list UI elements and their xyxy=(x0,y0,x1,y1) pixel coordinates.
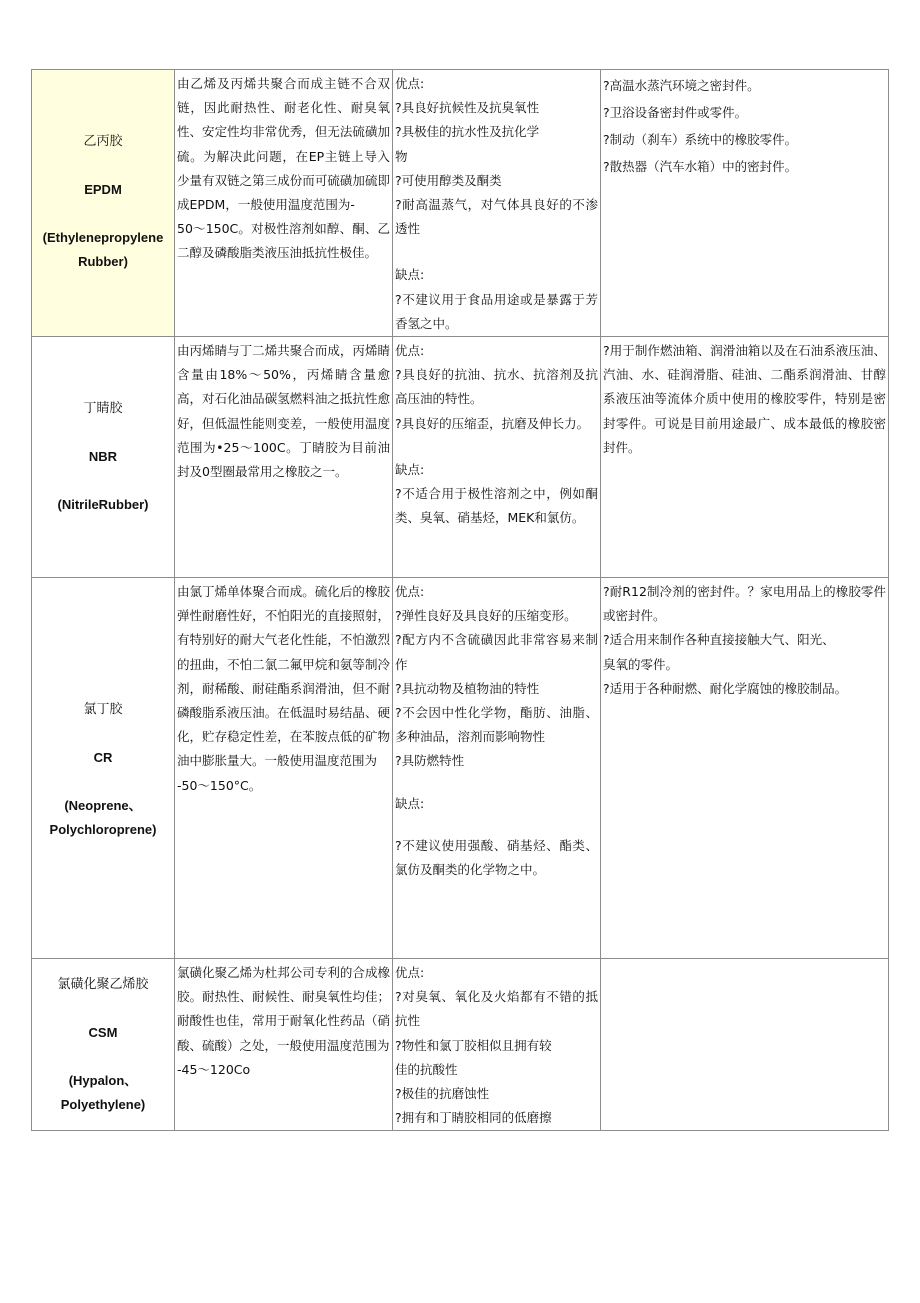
rubber-name-abbr: CSM xyxy=(88,1025,118,1041)
description-cell xyxy=(175,578,393,959)
disadvantage-item: ?不建议使用强酸、硝基烃、酯类、氯仿及酮类的化学物之中。 xyxy=(395,837,598,878)
disadvantage-item: ?不建议用于食品用途或是暴露于芳香氢之中。 xyxy=(395,291,598,331)
description-text: 由乙烯及丙烯共聚合而成主链不合双链，因此耐热性、耐老化性、耐臭氧性、安定性均非常优秀，但无法硫磺加硫。为解决此问题，在EP主链上导入少量有双链之第三成份而可硫磺加硫即成EPDM，一般使用温度范围为- xyxy=(177,76,390,213)
disadvantages-label: 缺点: xyxy=(395,795,425,811)
pros-cons-cell xyxy=(393,959,601,1131)
pros-cons-cell xyxy=(393,337,601,578)
rubber-name-cn: 氯丁胶 xyxy=(83,702,123,718)
advantage-item: ?配方内不含硫磺因此非常容易来制作 xyxy=(395,632,598,672)
table-row-csm xyxy=(32,959,889,1131)
applications-cell xyxy=(601,337,889,578)
application-item: ?耐R12制冷剂的密封件。？家电用品上的橡胶零件或密封件。 xyxy=(603,584,886,624)
application-item: ?适合用来制作各种直接接触大气、阳光、 xyxy=(603,632,835,648)
table-row-nbr xyxy=(32,337,889,578)
application-item: ?散热器（汽车水箱）中的密封件。 xyxy=(603,159,798,174)
description-cell xyxy=(175,70,393,337)
advantages-label: 优点: xyxy=(395,343,425,359)
advantages-label: 优点: xyxy=(395,965,425,981)
rubber-name-cell xyxy=(32,337,175,578)
pros-cons-cell xyxy=(393,70,601,337)
rubber-name-cn: 丁睛胶 xyxy=(83,401,123,417)
disadvantage-item: ?不适合用于极性溶剂之中，例如酮类、臭氧、硝基烃，MEK和氯仿。 xyxy=(395,486,598,526)
application-item: ?制动（刹车）系统中的橡胶零件。 xyxy=(603,132,798,147)
disadvantages-label: 缺点: xyxy=(395,461,425,477)
rubber-name-cell xyxy=(32,578,175,959)
description-text: 氯磺化聚乙烯为杜邦公司专利的合成橡胶。耐热性、耐候性、耐臭氧性均佳；耐酸性也佳，常用于耐氧化性药品（硝酸、硫酸）之处，一般使用温度范围为 xyxy=(177,965,390,1053)
advantage-item: ?具良好的压缩歪，抗磨及伸长力。 xyxy=(395,415,590,431)
advantage-item: ?对臭氧、氧化及火焰都有不错的抵抗性 xyxy=(395,989,598,1029)
advantage-item: ?弹性良好及具良好的压缩变形。 xyxy=(395,608,577,624)
applications-cell xyxy=(601,578,889,959)
advantage-item: ?极佳的抗磨蚀性 xyxy=(395,1086,490,1102)
advantage-item: ?拥有和丁睛胶相同的低磨擦 xyxy=(395,1110,552,1126)
application-item: ?用于制作燃油箱、润滑油箱以及在石油系液压油、汽油、水、硅润滑脂、硅油、二酯系润滑油、甘醇系液压油等流体介质中使用的橡胶零件，特别是密封零件。可说是目前用途最广、成本最低的橡胶密封件。 xyxy=(603,343,886,455)
rubber-name-en: (Neoprene、 Polychloroprene) xyxy=(49,798,157,838)
advantage-item: ?可使用醇类及酮类 xyxy=(395,172,502,188)
advantages-label: 优点: xyxy=(395,76,425,91)
rubber-name-cn: 氯磺化聚乙烯胶 xyxy=(57,977,149,993)
rubber-name-en: (NitrileRubber) xyxy=(57,497,149,513)
advantage-item: 佳的抗酸性 xyxy=(395,1061,458,1077)
application-item: ?高温水蒸汽环境之密封件。 xyxy=(603,78,760,93)
advantages-label: 优点: xyxy=(395,584,425,600)
rubber-name-abbr: CR xyxy=(93,750,113,766)
applications-cell xyxy=(601,70,889,337)
description-text: 由氯丁烯单体聚合而成。硫化后的橡胶弹性耐磨性好，不怕阳光的直接照射，有特别好的耐大气老化性能，不怕激烈的扭曲，不怕二氯二氟甲烷和氨等制冷剂，耐稀酸、耐硅酯系润滑油，但不耐磷酸脂系液压油。在低温时易结晶、硬化，贮存稳定性差，在苯胺点低的矿物油中膨胀量大。一般使用温度范围为 xyxy=(177,584,390,769)
advantage-item: ?物性和氯丁胶相似且拥有较 xyxy=(395,1037,552,1053)
disadvantages-label: 缺点: xyxy=(395,267,425,283)
advantage-item: ?具极佳的抗水性及抗化学 xyxy=(395,124,540,140)
rubber-name-cn: 乙丙胶 xyxy=(83,134,123,149)
description-text: 由丙烯睛与丁二烯共聚合而成，丙烯睛含量由18%～50%，丙烯睛含量愈高，对石化油品碳氢燃料油之抵抗性愈好，但低温性能则变差，一般使用温度范围为•25～100C。丁睛胶为目前油封及0型圈最常用之橡胶之一。 xyxy=(177,343,390,480)
description-temp: 50～150C。对极性溶剂如醇、酮、乙二醇及磷酸脂类液压油抵抗性极佳。 xyxy=(177,221,390,261)
application-item: ?卫浴设备密封件或零件。 xyxy=(603,105,748,120)
description-temp: -45～120Co xyxy=(177,1061,251,1077)
advantage-item: ?具防燃特性 xyxy=(395,753,465,769)
rubber-name-cell xyxy=(32,70,175,337)
rubber-name-en: (Ethylenepropylene Rubber) xyxy=(42,230,164,269)
rubber-name-abbr: EPDM xyxy=(84,182,122,197)
advantage-item: ?具抗动物及植物油的特性 xyxy=(395,680,540,696)
advantage-item: ?具良好的抗油、抗水、抗溶剂及抗高压油的特性。 xyxy=(395,367,598,407)
application-item: 臭氧的零件。 xyxy=(603,656,679,672)
description-cell xyxy=(175,337,393,578)
advantage-item: ?不会因中性化学物，酯肪、油脂、多种油品，溶剂而影响物性 xyxy=(395,705,598,745)
advantage-item: 物 xyxy=(395,148,408,164)
rubber-properties-table xyxy=(31,69,889,1131)
description-temp: -50～150°C。 xyxy=(177,777,262,793)
applications-cell xyxy=(601,959,889,1131)
rubber-name-en: (Hypalon、 Polyethylene) xyxy=(60,1073,146,1113)
advantage-item: ?耐高温蒸气，对气体具良好的不渗透性 xyxy=(395,197,598,237)
advantage-item: ?具良好抗候性及抗臭氧性 xyxy=(395,100,540,116)
description-cell xyxy=(175,959,393,1131)
application-item: ?适用于各种耐燃、耐化学腐蚀的橡胶制品。 xyxy=(603,680,848,696)
table-row-epdm xyxy=(32,70,889,337)
table-row-cr xyxy=(32,578,889,959)
rubber-name-abbr: NBR xyxy=(88,449,118,465)
rubber-name-cell xyxy=(32,959,175,1131)
pros-cons-cell xyxy=(393,578,601,959)
